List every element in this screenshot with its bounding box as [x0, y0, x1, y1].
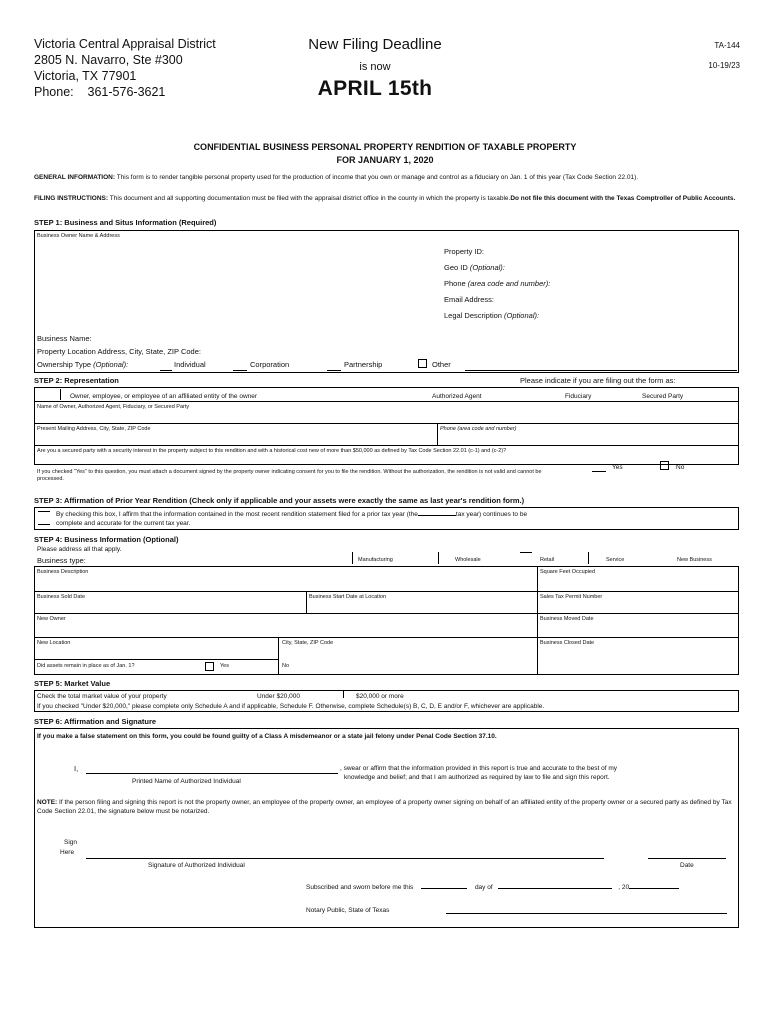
district-address-block	[34, 36, 216, 100]
business-type-label: Business type:	[37, 556, 86, 565]
deadline-date: APRIL 15th	[317, 77, 433, 100]
filing-as-prompt: Please indicate if you are filing out the form as:	[520, 376, 676, 385]
step5-heading: STEP 5: Market Value	[34, 679, 111, 688]
business-moved-date-field[interactable]: Business Moved Date	[540, 616, 594, 622]
assets-yes-option[interactable]: Yes	[220, 663, 229, 669]
notary-signature-line[interactable]	[446, 913, 727, 914]
notarization-note: NOTE: If the person filing and signing this report is not the property owner, an employee of the property owner, an employee of a property owner signing on behalf of an affiliated entity of the property owner or a secured party as defined by Tax Code Section 22.01, the signature below must be notarized.	[37, 799, 732, 815]
signature-label: Signature of Authorized Individual	[148, 862, 245, 869]
market-value-instruction: If you checked "Under $20,000," please complete only Schedule A and if applicable, Schedule F. Otherwise, complete Schedule(s) B, C, D, E and/or F, whichever are applicable.	[37, 703, 545, 710]
type-new-business-option[interactable]: New Business	[677, 557, 712, 563]
step6-box	[34, 728, 739, 928]
sales-tax-permit-field[interactable]: Sales Tax Permit Number	[540, 594, 603, 600]
over-20000-option[interactable]: $20,000 or more	[356, 693, 404, 700]
property-id-field[interactable]: Property ID:	[444, 247, 485, 256]
signature-line[interactable]	[86, 858, 604, 859]
ownership-partnership-option[interactable]: Partnership	[344, 360, 383, 369]
type-wholesale-option[interactable]: Wholesale	[455, 557, 481, 563]
geo-id-field[interactable]: Geo ID (Optional):	[444, 263, 505, 272]
secured-yes-option[interactable]: Yes	[612, 464, 623, 471]
business-start-date-field[interactable]: Business Start Date at Location	[309, 594, 387, 600]
ownership-other-checkbox[interactable]	[418, 359, 427, 368]
sign-here-label: Sign Here	[60, 839, 78, 856]
deadline-notice	[300, 36, 450, 101]
type-service-option[interactable]: Service	[606, 557, 625, 563]
filing-instructions: FILING INSTRUCTIONS: This document and all supporting documentation must be filed with the appraisal district office in the county in which the property is taxable.Do not file this document with the Texas Comptroller of Public Accounts.	[34, 195, 736, 202]
role-owner-option[interactable]: Owner, employee, or employee of an affiliated entity of the owner	[70, 393, 258, 400]
assets-remain-question: Did assets remain in place as of Jan. 1?	[37, 663, 135, 669]
deadline-line2: is now	[359, 61, 391, 73]
form-date: 10-19/23	[708, 61, 740, 70]
rep-phone-label: Phone (area code and number)	[440, 426, 517, 432]
date-line[interactable]	[648, 858, 726, 859]
owner-name-label: Name of Owner, Authorized Agent, Fiduciary, or Secured Party	[37, 404, 190, 410]
square-feet-field[interactable]: Square Feet Occupied	[540, 569, 596, 575]
secured-party-note: If you checked "Yes" to this question, you must attach a document signed by the property owner indicating consent for you to file the rendition. Without the authorization, the rendition is not valid and cannot be processed.	[37, 469, 542, 482]
secured-no-checkbox[interactable]	[660, 461, 669, 470]
legal-description-field[interactable]: Legal Description (Optional):	[444, 311, 540, 320]
affirm-i: I,	[74, 764, 79, 773]
ownership-individual-option[interactable]: Individual	[174, 360, 206, 369]
new-city-state-zip-field[interactable]: City, State, ZIP Code	[282, 640, 334, 646]
role-agent-option[interactable]: Authorized Agent	[432, 393, 482, 400]
assets-no-option[interactable]: No	[282, 663, 290, 669]
subscribed-sworn-line: Subscribed and sworn before me this day of , 20	[306, 883, 679, 892]
affirmation-text: , swear or affirm that the information provided in this report is true and accurate to the best of my knowledge and belief; and that I am authorized as required by law to file and sign this report.	[340, 765, 617, 781]
step3-heading: STEP 3: Affirmation of Prior Year Rendition (Check only if applicable and your assets were exactly the same as last year's rendition form.)	[34, 496, 525, 505]
prior-year-affirmation[interactable]: By checking this box, I affirm that the information contained in the most recent rendition statement filed for a prior tax year (the tax year) continues to be	[56, 511, 528, 518]
property-ids	[444, 244, 550, 324]
market-value-prompt: Check the total market value of your property	[37, 693, 167, 700]
form-number-block	[708, 36, 740, 76]
printed-name-label: Printed Name of Authorized Individual	[132, 778, 241, 785]
district-phone: Phone: 361-576-3621	[34, 85, 166, 99]
secured-party-question: Are you a secured party with a security interest in the property subject to this rendition and with a historical cost new of more than $50,000 as defined by Tax Code Section 22.01 (c-1) and (c-2)?	[37, 448, 507, 454]
form-number: TA-144	[714, 41, 740, 50]
step6-heading: STEP 6: Affirmation and Signature	[34, 717, 157, 726]
step2-heading: STEP 2: Representation	[34, 376, 119, 385]
type-manufacturing-option[interactable]: Manufacturing	[358, 557, 393, 563]
email-field[interactable]: Email Address:	[444, 295, 495, 304]
notary-label: Notary Public, State of Texas	[306, 907, 390, 914]
secured-no-option[interactable]: No	[676, 464, 685, 471]
assets-yes-checkbox[interactable]	[205, 662, 214, 671]
district-city: Victoria, TX 77901	[34, 69, 137, 83]
prior-year-affirmation-cont: complete and accurate for the current tax year.	[56, 520, 191, 527]
step4-heading: STEP 4: Business Information (Optional)	[34, 535, 179, 544]
business-name-field[interactable]: Business Name:	[37, 334, 92, 343]
general-information: GENERAL INFORMATION: This form is to render tangible personal property used for the production of income that you own or manage and control as a fiduciary on Jan. 1 of this year (Tax Code Section 22.01).	[34, 174, 639, 181]
false-statement-warning: If you make a false statement on this form, you could be found guilty of a Class A misdemeanor or a state jail felony under Penal Code Section 37.10.	[37, 733, 497, 740]
district-street: 2805 N. Navarro, Ste #300	[34, 53, 183, 67]
form-title: CONFIDENTIAL BUSINESS PERSONAL PROPERTY RENDITION OF TAXABLE PROPERTY FOR JANUARY 1, 2020	[193, 142, 577, 165]
business-closed-date-field[interactable]: Business Closed Date	[540, 640, 595, 646]
deadline-line1: New Filing Deadline	[308, 36, 442, 53]
ownership-corporation-option[interactable]: Corporation	[250, 360, 290, 369]
ownership-type-row: Ownership Type (Optional):	[37, 360, 129, 369]
date-label: Date	[680, 862, 694, 869]
mailing-address-label: Present Mailing Address, City, State, ZIP Code	[37, 426, 151, 432]
business-sold-date-field[interactable]: Business Sold Date	[37, 594, 85, 600]
new-location-field[interactable]: New Location	[37, 640, 71, 646]
type-retail-option[interactable]: Retail	[540, 557, 555, 563]
property-location-field[interactable]: Property Location Address, City, State, ZIP Code:	[37, 347, 201, 356]
district-name: Victoria Central Appraisal District	[34, 37, 216, 51]
owner-name-address-label: Business Owner Name & Address	[37, 233, 120, 239]
step1-heading: STEP 1: Business and Situs Information (Required)	[34, 218, 217, 227]
address-all-note: Please address all that apply.	[37, 546, 122, 553]
new-owner-field[interactable]: New Owner	[37, 616, 66, 622]
ownership-other-option[interactable]: Other	[432, 360, 451, 369]
business-description-field[interactable]: Business Description	[37, 569, 89, 575]
role-secured-party-option[interactable]: Secured Party	[642, 393, 684, 400]
role-fiduciary-option[interactable]: Fiduciary	[565, 393, 592, 400]
phone-field[interactable]: Phone (area code and number):	[444, 279, 551, 288]
under-20000-option[interactable]: Under $20,000	[257, 693, 301, 700]
